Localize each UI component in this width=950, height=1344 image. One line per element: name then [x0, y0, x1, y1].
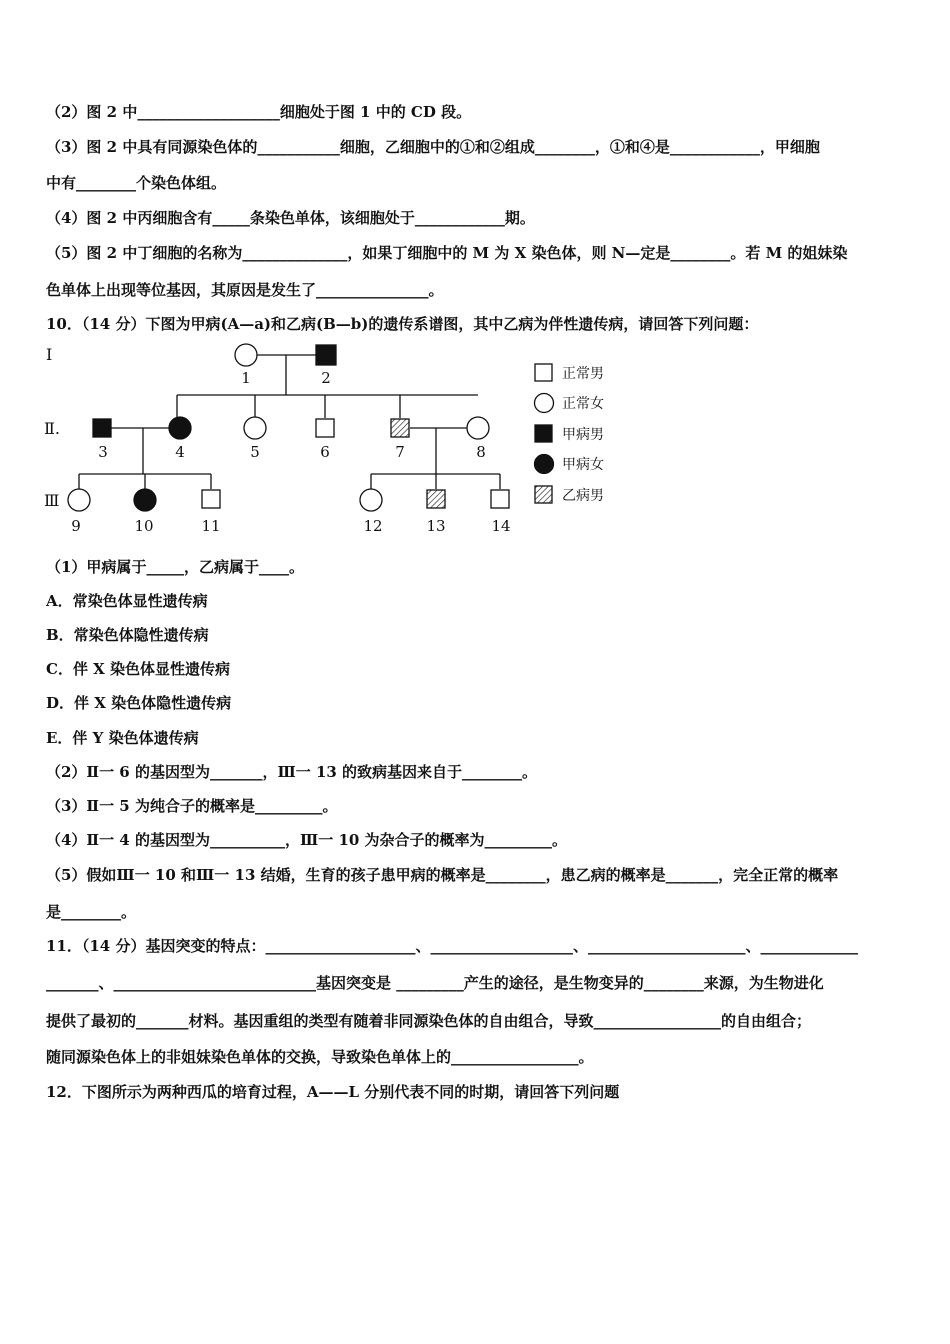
individual-14-male-normal: [491, 490, 509, 508]
q10-option-e: E．伴 Y 染色体遗传病: [46, 729, 199, 747]
id-label-6: 6: [320, 443, 330, 461]
individual-8-female-normal: [467, 417, 489, 439]
q10-option-b: B．常染色体隐性遗传病: [46, 626, 209, 644]
pedigree-chart: [40, 338, 630, 543]
q10-part3: （3）Ⅱ一 5 为纯合子的概率是_________。: [46, 797, 338, 815]
individual-12-female-normal: [360, 489, 382, 511]
legend-normal-male-icon: [535, 364, 552, 381]
generation-label-2: Ⅱ.: [44, 419, 60, 438]
generation-label-3: Ⅲ: [44, 491, 60, 510]
id-label-11: 11: [201, 517, 221, 535]
legend-label-diseaseA-female: 甲病女: [562, 457, 604, 473]
individual-10-female-diseaseA: [134, 489, 156, 511]
generation-label-1: Ⅰ: [46, 345, 53, 364]
q11-line4: 随同源染色体上的非姐妹染色单体的交换，导致染色单体上的_________________。: [46, 1048, 594, 1066]
individual-1-female-normal: [235, 344, 257, 366]
id-label-12: 12: [363, 517, 383, 535]
q10-stem: 10．（14 分）下图为甲病(A—a)和乙病(B—b)的遗传系谱图，其中乙病为伴性遗传病，请回答下列问题：: [46, 315, 759, 333]
id-label-2: 2: [321, 369, 331, 387]
q10-option-d: D．伴 X 染色体隐性遗传病: [46, 694, 232, 712]
individual-9-female-normal: [68, 489, 90, 511]
id-label-4: 4: [175, 443, 185, 461]
q9-part4: （4）图 2 中丙细胞含有_____条染色单体，该细胞处于____________期。: [46, 209, 535, 227]
individual-4-female-diseaseA: [169, 417, 191, 439]
legend-diseaseB-male-icon: [535, 486, 552, 503]
id-label-10: 10: [134, 517, 154, 535]
legend-normal-female-icon: [535, 394, 554, 413]
q10-part5-line2: 是________。: [46, 903, 137, 921]
q9-part5-line1: （5）图 2 中丁细胞的名称为______________，如果丁细胞中的 M 为 X 染色体，则 N—定是________。若 M 的姐妹染: [46, 244, 848, 262]
q9-part3-line2: 中有________个染色体组。: [46, 174, 227, 192]
legend-label-normal-male: 正常男: [562, 366, 604, 382]
q9-part3-line1: （3）图 2 中具有同源染色体的___________细胞，乙细胞中的①和②组成________，①和④是____________，甲细胞: [46, 138, 820, 156]
legend-label-diseaseA-male: 甲病男: [562, 427, 604, 443]
id-label-3: 3: [98, 443, 108, 461]
legend-label-normal-female: 正常女: [562, 396, 604, 412]
q10-option-a: A．常染色体显性遗传病: [46, 592, 208, 610]
individual-3-male-diseaseA: [93, 419, 111, 437]
id-label-14: 14: [491, 517, 511, 535]
individual-7-male-diseaseB: [391, 419, 409, 437]
q11-line3: 提供了最初的_______材料。基因重组的类型有随着非同源染色体的自由组合，导致_________________的自由组合；: [46, 1012, 812, 1030]
q11-line1: 11．（14 分）基因突变的特点：____________________、___________________、_____________________、_____________: [46, 937, 858, 955]
id-label-5: 5: [250, 443, 260, 461]
id-label-1: 1: [241, 369, 251, 387]
individual-11-male-normal: [202, 490, 220, 508]
q10-part4: （4）Ⅱ一 4 的基因型为__________，Ⅲ一 10 为杂合子的概率为_________。: [46, 831, 568, 849]
id-label-8: 8: [476, 443, 486, 461]
legend-diseaseA-male-icon: [535, 425, 552, 442]
legend-diseaseA-female-icon: [535, 455, 554, 474]
q9-part5-line2: 色单体上出现等位基因，其原因是发生了_______________。: [46, 281, 444, 299]
q12-stem: 12．下图所示为两种西瓜的培育过程，A——L 分别代表不同的时期，请回答下列问题: [46, 1083, 620, 1101]
q10-part1: （1）甲病属于_____，乙病属于____。: [46, 558, 304, 576]
individual-5-female-normal: [244, 417, 266, 439]
individual-13-male-diseaseB: [427, 490, 445, 508]
legend-label-diseaseB-male: 乙病男: [562, 488, 604, 504]
id-label-7: 7: [395, 443, 405, 461]
q10-part2: （2）Ⅱ一 6 的基因型为_______，Ⅲ一 13 的致病基因来自于________。: [46, 763, 538, 781]
q9-part2: （2）图 2 中___________________细胞处于图 1 中的 CD 段。: [46, 103, 472, 121]
q10-option-c: C．伴 X 染色体显性遗传病: [46, 660, 231, 678]
id-label-13: 13: [426, 517, 446, 535]
q10-part5-line1: （5）假如Ⅲ一 10 和Ⅲ一 13 结婚，生育的孩子患甲病的概率是________，患乙病的概率是_______，完全正常的概率: [46, 866, 839, 884]
individual-2-male-diseaseA: [316, 345, 336, 365]
id-label-9: 9: [71, 517, 81, 535]
individual-6-male-normal: [316, 419, 334, 437]
q11-line2: _______、___________________________基因突变是 _________产生的途径，是生物变异的________来源，为生物进化: [46, 974, 824, 992]
